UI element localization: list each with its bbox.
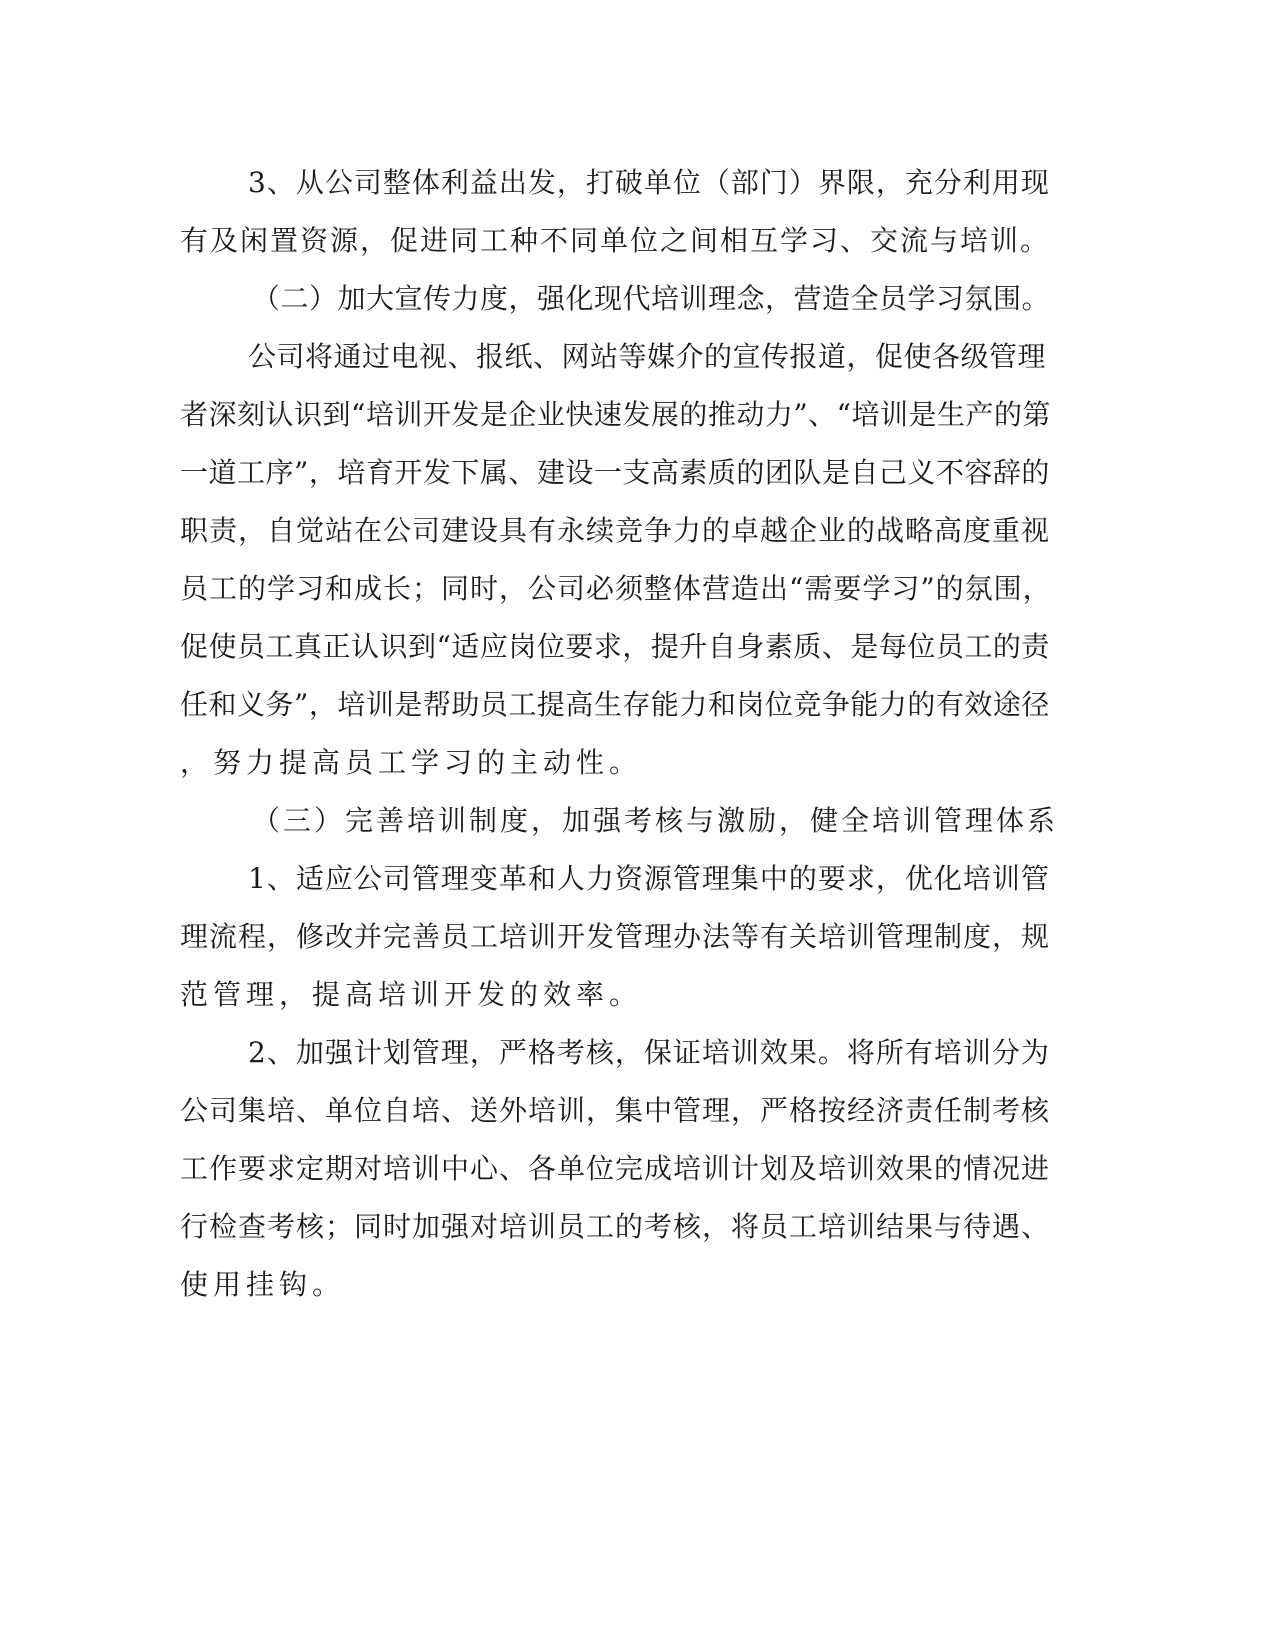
paragraph-line xyxy=(0,1149,1275,1208)
line-text: 3、从公司整体利益出发，打破单位（部门）界限，充分利用现 xyxy=(248,166,1050,199)
paragraph-line xyxy=(0,1033,1275,1092)
paragraph-line xyxy=(0,337,1275,396)
line-text: （二）加大宣传力度，强化现代培训理念，营造全员学习氛围。 xyxy=(252,282,1051,315)
paragraph-line xyxy=(0,627,1275,686)
line-text: 理流程，修改并完善员工培训开发管理办法等有关培训管理制度，规 xyxy=(180,920,1051,953)
paragraph-line xyxy=(0,1091,1275,1150)
line-text: 使用挂钩。 xyxy=(180,1268,346,1301)
line-text: 任和义务”，培训是帮助员工提高生存能力和岗位竞争能力的有效途径 xyxy=(180,688,1050,721)
line-text: 行检查考核；同时加强对培训员工的考核，将员工培训结果与待遇、 xyxy=(180,1210,1051,1243)
line-text: 2、加强计划管理，严格考核，保证培训效果。将所有培训分为 xyxy=(248,1036,1050,1069)
paragraph-line xyxy=(0,743,1275,802)
line-text: 有及闲置资源，促进同工种不同单位之间相互学习、交流与培训。 xyxy=(180,224,1051,257)
line-text: 公司将通过电视、报纸、网站等媒介的宣传报道，促使各级管理 xyxy=(248,340,1047,373)
line-text: 员工的学习和成长；同时，公司必须整体营造出“需要学习”的氛围， xyxy=(180,572,1052,605)
paragraph-line xyxy=(0,453,1275,512)
paragraph-line xyxy=(0,1265,1275,1324)
paragraph-line xyxy=(0,163,1275,222)
line-text: ，努力提高员工学习的主动性。 xyxy=(180,746,643,779)
line-text: 范管理，提高培训开发的效率。 xyxy=(180,978,643,1011)
line-text: 一道工序”，培育开发下属、建设一支高素质的团队是自己义不容辞的 xyxy=(180,456,1050,489)
line-text: 职责，自觉站在公司建设具有永续竞争力的卓越企业的战略高度重视 xyxy=(180,514,1051,547)
paragraph-line xyxy=(0,395,1275,454)
paragraph-line xyxy=(0,569,1275,628)
line-text: （三）完善培训制度，加强考核与激励，健全培训管理体系 xyxy=(252,804,1059,837)
line-text: 公司集培、单位自培、送外培训，集中管理，严格按经济责任制考核 xyxy=(180,1094,1051,1127)
paragraph-line xyxy=(0,1207,1275,1266)
paragraph-line xyxy=(0,221,1275,280)
paragraph-line xyxy=(0,975,1275,1034)
line-text: 1、适应公司管理变革和人力资源管理集中的要求，优化培训管 xyxy=(248,862,1050,895)
section-heading-line xyxy=(0,801,1275,860)
paragraph-line xyxy=(0,859,1275,918)
line-text: 促使员工真正认识到“适应岗位要求，提升自身素质、是每位员工的责 xyxy=(180,630,1050,663)
paragraph-line xyxy=(0,511,1275,570)
paragraph-line xyxy=(0,685,1275,744)
line-text: 者深刻认识到“培训开发是企业快速发展的推动力”、“培训是生产的第 xyxy=(180,398,1051,431)
paragraph-line xyxy=(0,917,1275,976)
section-heading-line xyxy=(0,279,1275,338)
line-text: 工作要求定期对培训中心、各单位完成培训计划及培训效果的情况进 xyxy=(180,1152,1051,1185)
